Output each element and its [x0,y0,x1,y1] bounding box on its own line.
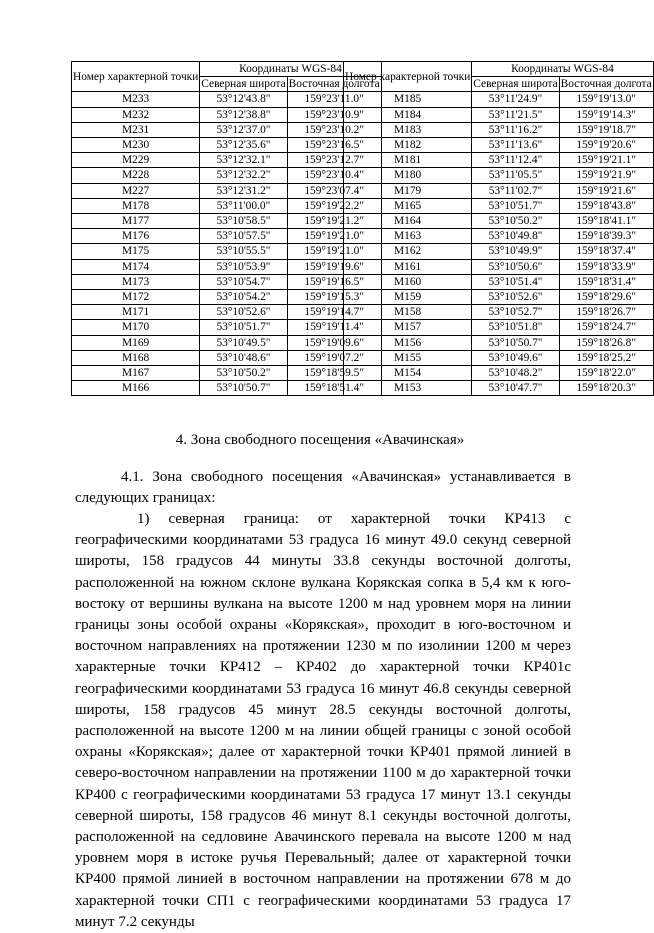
table-row [72,198,382,213]
point-number-cell: М171 [72,305,200,320]
header-coordinates: Координаты WGS-84 [200,62,381,77]
north-latitude-cell: 53°10'49.9" [472,244,559,259]
point-number-cell: М174 [72,259,200,274]
north-latitude-cell: 53°10'47.7" [472,381,559,396]
point-number-cell: М154 [344,366,472,381]
header-point-number: Номер характерной точки [72,62,200,92]
north-latitude-cell: 53°10'50.2" [200,366,287,381]
point-number-cell: М227 [72,183,200,198]
north-latitude-cell: 53°10'49.5" [200,335,287,350]
north-latitude-cell: 53°10'51.7" [472,198,559,213]
point-number-cell: М162 [344,244,472,259]
east-longitude-cell: 159°18'20.3" [559,381,653,396]
east-longitude-cell: 159°18'33.9" [559,259,653,274]
east-longitude-cell: 159°18'41.1" [559,214,653,229]
north-latitude-cell: 53°10'58.5" [200,214,287,229]
north-latitude-cell: 53°11'00.0" [200,198,287,213]
east-longitude-cell: 159°19'18.7" [559,122,653,137]
east-longitude-cell: 159°18'31.4" [559,274,653,289]
table-row [72,274,382,289]
north-latitude-cell: 53°12'37.0" [200,122,287,137]
table-row [72,350,382,365]
point-number-cell: М228 [72,168,200,183]
point-number-cell: М183 [344,122,472,137]
header-east-longitude: Восточная долгота [288,78,380,91]
table-row [344,290,654,305]
table-row [344,229,654,244]
north-latitude-cell: 53°10'52.7" [472,305,559,320]
north-latitude-cell: 53°12'43.8" [200,92,287,107]
section-title: 4. Зона свободного посещения «Авачинская» [175,432,465,448]
table-row [344,366,654,381]
point-number-cell: М232 [72,107,200,122]
table-row [344,305,654,320]
table-row [72,335,382,350]
east-longitude-cell: 159°23'10.9" [287,107,381,122]
north-latitude-cell: 53°10'48.2" [472,366,559,381]
point-number-cell: М233 [72,92,200,107]
table-row [344,320,654,335]
east-longitude-cell: 159°19'14.3" [559,107,653,122]
table-row [344,244,654,259]
east-longitude-cell: 159°19'21.9" [559,168,653,183]
north-latitude-cell: 53°10'52.6" [200,305,287,320]
point-number-cell: М182 [344,138,472,153]
east-longitude-cell: 159°18'29.6" [559,290,653,305]
table-row [72,107,382,122]
point-number-cell: М180 [344,168,472,183]
table-row [344,122,654,137]
table-row [72,320,382,335]
east-longitude-cell: 159°19'15.3" [287,290,381,305]
north-latitude-cell: 53°11'24.9" [472,92,559,107]
header-north-latitude: Северная широта [201,78,286,91]
east-longitude-cell: 159°19'09.6" [287,335,381,350]
east-longitude-cell: 159°19'11.4" [287,320,381,335]
east-longitude-cell: 159°18'37.4" [559,244,653,259]
point-number-cell: М156 [344,335,472,350]
header-east-longitude: Восточная долгота [560,78,652,91]
east-longitude-cell: 159°18'51.4" [287,381,381,396]
north-latitude-cell: 53°10'54.7" [200,274,287,289]
north-latitude-cell: 53°10'50.7" [200,381,287,396]
east-longitude-cell: 159°18'26.8" [559,335,653,350]
north-latitude-cell: 53°10'52.6" [472,290,559,305]
point-number-cell: М179 [344,183,472,198]
north-latitude-cell: 53°10'49.6" [472,350,559,365]
point-number-cell: М230 [72,138,200,153]
table-row [344,198,654,213]
table-body [344,92,654,396]
paragraph-4-1: 4.1. Зона свободного посещения «Авачинская» устанавливается в следующих границах: [75,469,571,507]
east-longitude-cell: 159°19'20.6" [559,138,653,153]
table-row [344,107,654,122]
north-latitude-cell: 53°11'13.6" [472,138,559,153]
point-number-cell: М181 [344,153,472,168]
north-latitude-cell: 53°10'50.6" [472,259,559,274]
east-longitude-cell: 159°19'21.2" [287,214,381,229]
east-longitude-cell: 159°23'12.7" [287,153,381,168]
table-row [344,274,654,289]
point-number-cell: М160 [344,274,472,289]
north-latitude-cell: 53°11'05.5" [472,168,559,183]
east-longitude-cell: 159°19'21.0" [287,244,381,259]
north-latitude-cell: 53°10'49.8" [472,229,559,244]
north-latitude-cell: 53°12'35.6" [200,138,287,153]
point-number-cell: М231 [72,122,200,137]
table-row [344,92,654,107]
north-latitude-cell: 53°10'48.6" [200,350,287,365]
north-latitude-cell: 53°11'02.7" [472,183,559,198]
table-row [344,381,654,396]
east-longitude-cell: 159°23'16.5" [287,138,381,153]
east-longitude-cell: 159°23'11.0" [287,92,381,107]
point-number-cell: М172 [72,290,200,305]
north-latitude-cell: 53°10'51.8" [472,320,559,335]
north-latitude-cell: 53°12'31.2" [200,183,287,198]
point-number-cell: М161 [344,259,472,274]
point-number-cell: М165 [344,198,472,213]
north-latitude-cell: 53°10'53.9" [200,259,287,274]
table-row [344,214,654,229]
table-row [72,122,382,137]
east-longitude-cell: 159°18'24.7" [559,320,653,335]
point-number-cell: М163 [344,229,472,244]
table-row [344,168,654,183]
east-longitude-cell: 159°19'13.0" [559,92,653,107]
table-row [344,350,654,365]
east-longitude-cell: 159°19'19.6" [287,259,381,274]
north-latitude-cell: 53°10'54.2" [200,290,287,305]
point-number-cell: М158 [344,305,472,320]
table-row [344,335,654,350]
east-longitude-cell: 159°19'21.0" [287,229,381,244]
north-latitude-cell: 53°10'57.5" [200,229,287,244]
point-number-cell: М178 [72,198,200,213]
north-latitude-cell: 53°12'32.2" [200,168,287,183]
east-longitude-cell: 159°19'22.2" [287,198,381,213]
north-latitude-cell: 53°10'51.4" [472,274,559,289]
point-number-cell: М177 [72,214,200,229]
point-number-cell: М166 [72,381,200,396]
point-number-cell: М184 [344,107,472,122]
coordinates-table-right [343,61,654,396]
table-body [72,92,382,396]
north-latitude-cell: 53°10'50.2" [472,214,559,229]
east-longitude-cell: 159°18'43.8" [559,198,653,213]
east-longitude-cell: 159°19'14.7" [287,305,381,320]
north-latitude-cell: 53°12'38.8" [200,107,287,122]
table-row [72,366,382,381]
east-longitude-cell: 159°18'22.0" [559,366,653,381]
table-row [344,183,654,198]
point-number-cell: М170 [72,320,200,335]
north-latitude-cell: 53°10'51.7" [200,320,287,335]
point-number-cell: М176 [72,229,200,244]
point-number-cell: М164 [344,214,472,229]
point-number-cell: М155 [344,350,472,365]
table-row [72,183,382,198]
point-number-cell: М159 [344,290,472,305]
north-latitude-cell: 53°10'50.7" [472,335,559,350]
table-row [344,259,654,274]
north-latitude-cell: 53°11'21.5" [472,107,559,122]
point-number-cell: М167 [72,366,200,381]
east-longitude-cell: 159°23'10.2" [287,122,381,137]
table-row [72,92,382,107]
point-number-cell: М168 [72,350,200,365]
point-number-cell: М175 [72,244,200,259]
header-north-latitude: Северная широта [473,78,558,91]
north-latitude-cell: 53°12'32.1" [200,153,287,168]
east-longitude-cell: 159°18'25.2" [559,350,653,365]
table-row [72,168,382,183]
point-number-cell: М185 [344,92,472,107]
point-number-cell: М173 [72,274,200,289]
east-longitude-cell: 159°19'21.1" [559,153,653,168]
point-number-cell: М229 [72,153,200,168]
table-row [72,381,382,396]
east-longitude-cell: 159°18'59.5" [287,366,381,381]
table-row [72,229,382,244]
table-row [72,244,382,259]
east-longitude-cell: 159°23'10.4" [287,168,381,183]
east-longitude-cell: 159°18'39.3" [559,229,653,244]
point-number-cell: М153 [344,381,472,396]
north-latitude-cell: 53°10'55.5" [200,244,287,259]
east-longitude-cell: 159°23'07.4" [287,183,381,198]
point-number-cell: М157 [344,320,472,335]
table-row [344,153,654,168]
table-row [72,259,382,274]
header-point-number: Номер характерной точки [344,62,472,92]
east-longitude-cell: 159°19'21.6" [559,183,653,198]
table-row [72,305,382,320]
table-row [72,138,382,153]
east-longitude-cell: 159°19'16.5" [287,274,381,289]
north-latitude-cell: 53°11'12.4" [472,153,559,168]
table-row [344,138,654,153]
coordinates-table-left [71,61,382,396]
paragraph-northern-boundary: 1) северная граница: от характерной точки КР413 с географическими координатами 53 градуса 16 минут 49.0 секунд северной широты, 158 градусов 44 минуты 33.8 секунды восточной долготы, расположенной на южном склоне вулкана Корякская сопка в 5,4 км к юго-востоку от вершины вулкана на высоте 1200 м над уровнем моря на линии границы зоны особой охраны «Корякская», проходит в юго-восточном и восточном направлениях на протяжении 1230 м по изолинии 1200 м через характерные точки КР412 – КР402 до характерной точки КР401с географическими координатами 53 градуса 16 минут 46.8 секунды северной широты, 158 градусов 45 минут 28.5 секунды восточной долготы, расположенной на высоте 1200 м на линии общей границы с зоной особой охраны «Корякская»; далее от характерной точки КР401 прямой линией в северо-восточном направлении на протяжении 1100 м до характерной точки КР400 с географическими координатами 53 градуса 17 минут 13.1 секунды северной широты, 158 градусов 46 минут 8.1 секунды восточной долготы, расположенной на седловине Авачинского перевала на высоте 1200 м над уровнем моря в истоке ручья Перевальный; далее от характерной точки КР400 прямой линией в восточном направлении на протяжении 678 м до характерной точки СП1 с географическими координатами 53 градуса 17 минут 7.2 секунды [75,511,571,930]
east-longitude-cell: 159°18'26.7" [559,305,653,320]
table-row [72,290,382,305]
header-coordinates: Координаты WGS-84 [472,62,653,77]
table-row [72,153,382,168]
point-number-cell: М169 [72,335,200,350]
north-latitude-cell: 53°11'16.2" [472,122,559,137]
table-row [72,214,382,229]
east-longitude-cell: 159°19'07.2" [287,350,381,365]
